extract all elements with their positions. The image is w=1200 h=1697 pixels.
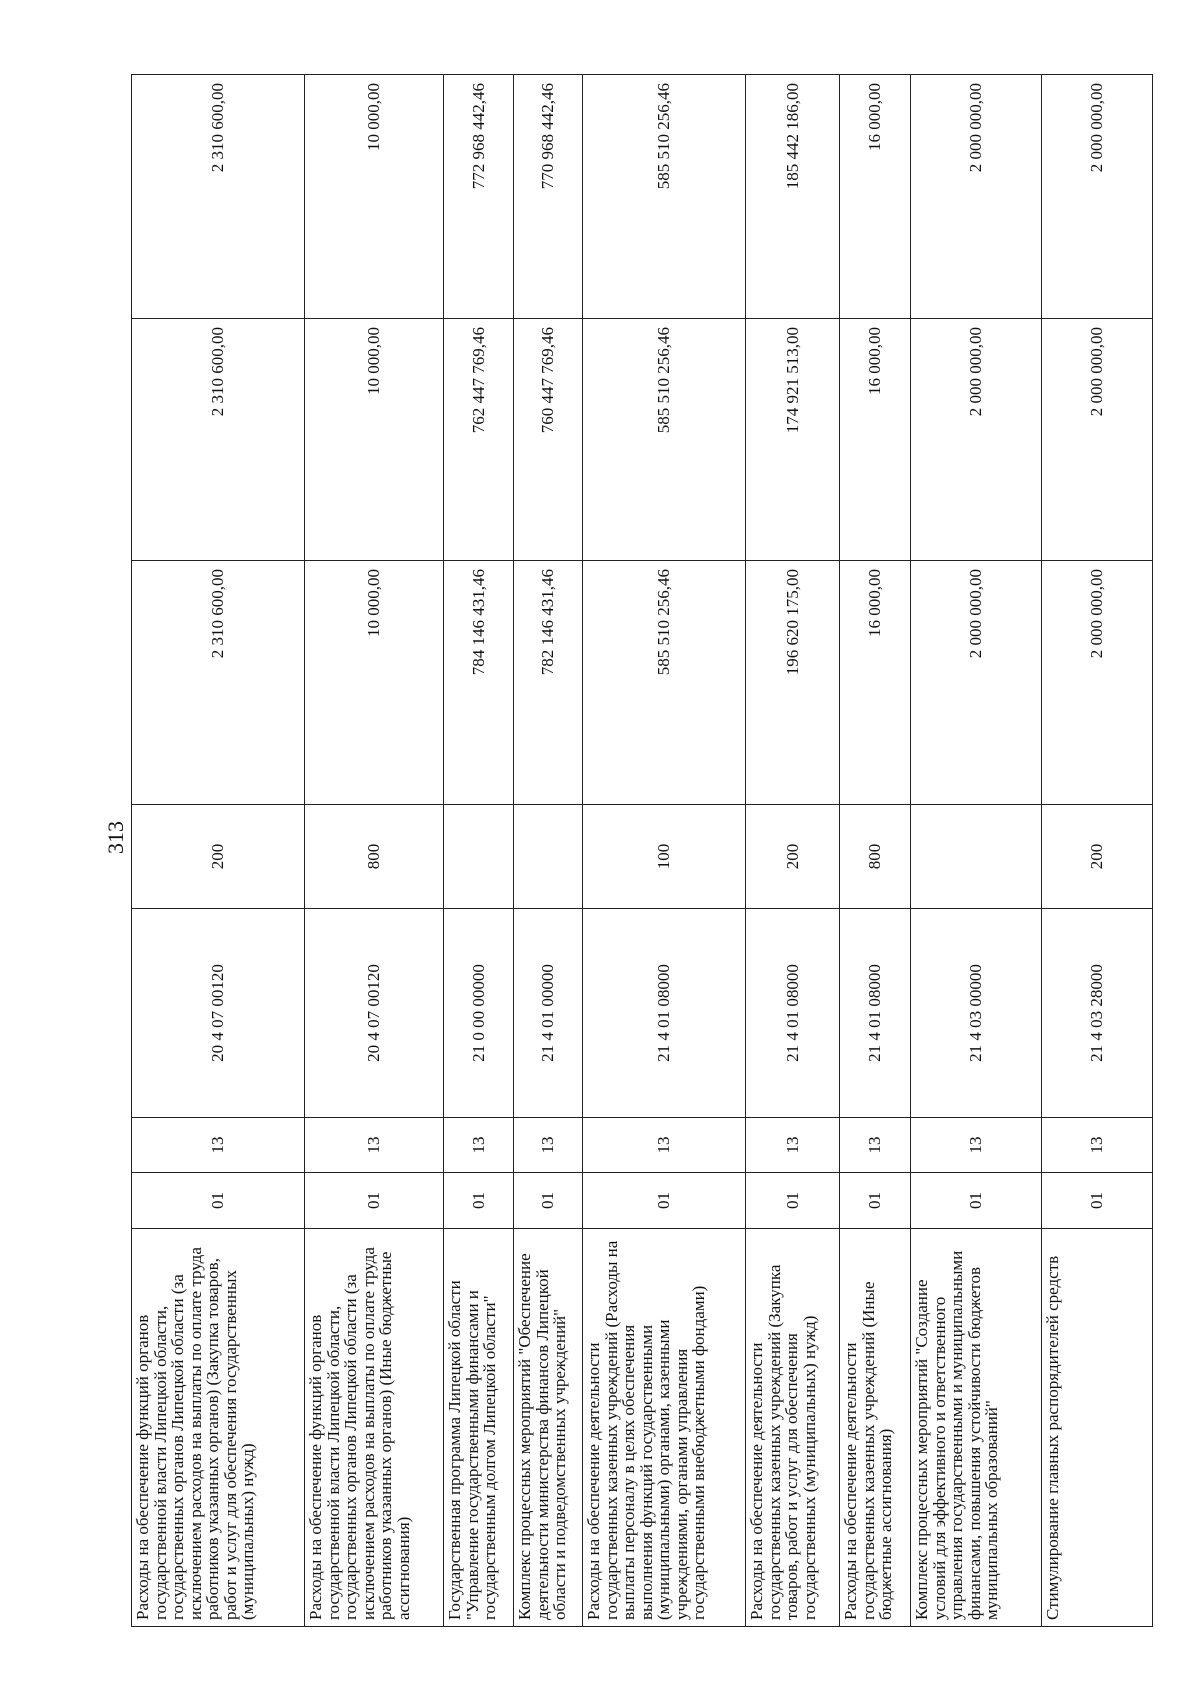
expense-type-code <box>911 805 1042 909</box>
target-article-code: 21 4 01 08000 <box>840 909 911 1118</box>
section-code: 01 <box>911 1173 1042 1229</box>
rotated-table-container <box>131 75 1152 1627</box>
expense-type-code: 200 <box>1042 805 1153 909</box>
table-row <box>840 75 911 1627</box>
amount-3: 770 968 442,46 <box>514 75 583 319</box>
row-name: Расходы на обеспечение функций органов государственной власти Липецкой области, государственных органов Липецкой области (за исключением расходов на выплаты по оплате труда работников указанных органов) (Закупка товаров, работ и услуг для обеспечения государственных (муниципальных) нужд) <box>132 1229 305 1627</box>
amount-2: 760 447 769,46 <box>514 319 583 561</box>
amount-2: 762 447 769,46 <box>444 319 514 561</box>
section-code: 01 <box>305 1173 444 1229</box>
section-code: 01 <box>132 1173 305 1229</box>
amount-2: 2 000 000,00 <box>1042 319 1153 561</box>
subsection-code: 13 <box>132 1118 305 1173</box>
subsection-code: 13 <box>444 1118 514 1173</box>
subsection-code: 13 <box>583 1118 746 1173</box>
amount-3: 2 000 000,00 <box>911 75 1042 319</box>
amount-2: 2 000 000,00 <box>911 319 1042 561</box>
amount-2: 10 000,00 <box>305 319 444 561</box>
amount-1: 2 000 000,00 <box>1042 561 1153 805</box>
amount-1: 196 620 175,00 <box>746 561 840 805</box>
expense-type-code <box>444 805 514 909</box>
amount-1: 10 000,00 <box>305 561 444 805</box>
page-number: 313 <box>103 821 128 855</box>
table-row <box>305 75 444 1627</box>
target-article-code: 20 4 07 00120 <box>305 909 444 1118</box>
section-code: 01 <box>1042 1173 1153 1229</box>
row-name: Расходы на обеспечение деятельности государственных казенных учреждений (Закупка товаров, работ и услуг для обеспечения государственных (муниципальных) нужд) <box>746 1229 840 1627</box>
section-code: 01 <box>583 1173 746 1229</box>
expense-type-code: 100 <box>583 805 746 909</box>
target-article-code: 21 4 01 08000 <box>746 909 840 1118</box>
section-code: 01 <box>840 1173 911 1229</box>
amount-1: 784 146 431,46 <box>444 561 514 805</box>
target-article-code: 21 4 01 00000 <box>514 909 583 1118</box>
expense-type-code: 200 <box>746 805 840 909</box>
row-name: Комплекс процессных мероприятий "Создание условий для эффективного и ответственного управления государственными и муниципальными финансами, повышения устойчивости бюджетов муниципальных образований" <box>911 1229 1042 1627</box>
amount-3: 772 968 442,46 <box>444 75 514 319</box>
expense-type-code: 800 <box>305 805 444 909</box>
row-name: Расходы на обеспечение деятельности государственных казенных учреждений (Расходы на выплаты персоналу в целях обеспечения выполнения функций государственными (муниципальными) органами, казенными учреждениями, органами управления государственными внебюджетными фондами) <box>583 1229 746 1627</box>
target-article-code: 21 4 03 28000 <box>1042 909 1153 1118</box>
expense-type-code: 800 <box>840 805 911 909</box>
subsection-code: 13 <box>840 1118 911 1173</box>
amount-1: 16 000,00 <box>840 561 911 805</box>
subsection-code: 13 <box>514 1118 583 1173</box>
table-row <box>746 75 840 1627</box>
amount-3: 2 000 000,00 <box>1042 75 1153 319</box>
target-article-code: 21 0 00 00000 <box>444 909 514 1118</box>
subsection-code: 13 <box>305 1118 444 1173</box>
amount-2: 174 921 513,00 <box>746 319 840 561</box>
amount-3: 10 000,00 <box>305 75 444 319</box>
table-row <box>132 75 305 1627</box>
budget-table-body <box>132 75 1153 1627</box>
target-article-code: 20 4 07 00120 <box>132 909 305 1118</box>
amount-2: 2 310 600,00 <box>132 319 305 561</box>
table-row <box>1042 75 1153 1627</box>
table-row <box>911 75 1042 1627</box>
section-code: 01 <box>746 1173 840 1229</box>
target-article-code: 21 4 01 08000 <box>583 909 746 1118</box>
expense-type-code <box>514 805 583 909</box>
amount-1: 2 000 000,00 <box>911 561 1042 805</box>
amount-1: 2 310 600,00 <box>132 561 305 805</box>
amount-2: 585 510 256,46 <box>583 319 746 561</box>
amount-1: 782 146 431,46 <box>514 561 583 805</box>
target-article-code: 21 4 03 00000 <box>911 909 1042 1118</box>
row-name: Стимулирование главных распорядителей средств <box>1042 1229 1153 1627</box>
section-code: 01 <box>444 1173 514 1229</box>
amount-3: 185 442 186,00 <box>746 75 840 319</box>
subsection-code: 13 <box>1042 1118 1153 1173</box>
amount-1: 585 510 256,46 <box>583 561 746 805</box>
row-name: Расходы на обеспечение функций органов государственной власти Липецкой области, государственных органов Липецкой области (за исключением расходов на выплаты по оплате труда работников указанных органов) (Иные бюджетные ассигнования) <box>305 1229 444 1627</box>
table-row <box>444 75 514 1627</box>
row-name: Расходы на обеспечение деятельности государственных казенных учреждений (Иные бюджетные ассигнования) <box>840 1229 911 1627</box>
table-row <box>583 75 746 1627</box>
expense-type-code: 200 <box>132 805 305 909</box>
budget-table <box>131 74 1153 1627</box>
table-row <box>514 75 583 1627</box>
amount-3: 585 510 256,46 <box>583 75 746 319</box>
section-code: 01 <box>514 1173 583 1229</box>
amount-3: 16 000,00 <box>840 75 911 319</box>
row-name: Комплекс процессных мероприятий "Обеспечение деятельности министерства финансов Липецкой области и подведомственных учреждений" <box>514 1229 583 1627</box>
row-name: Государственная программа Липецкой области "Управление государственными финансами и государственным долгом Липецкой области" <box>444 1229 514 1627</box>
amount-2: 16 000,00 <box>840 319 911 561</box>
subsection-code: 13 <box>746 1118 840 1173</box>
amount-3: 2 310 600,00 <box>132 75 305 319</box>
subsection-code: 13 <box>911 1118 1042 1173</box>
